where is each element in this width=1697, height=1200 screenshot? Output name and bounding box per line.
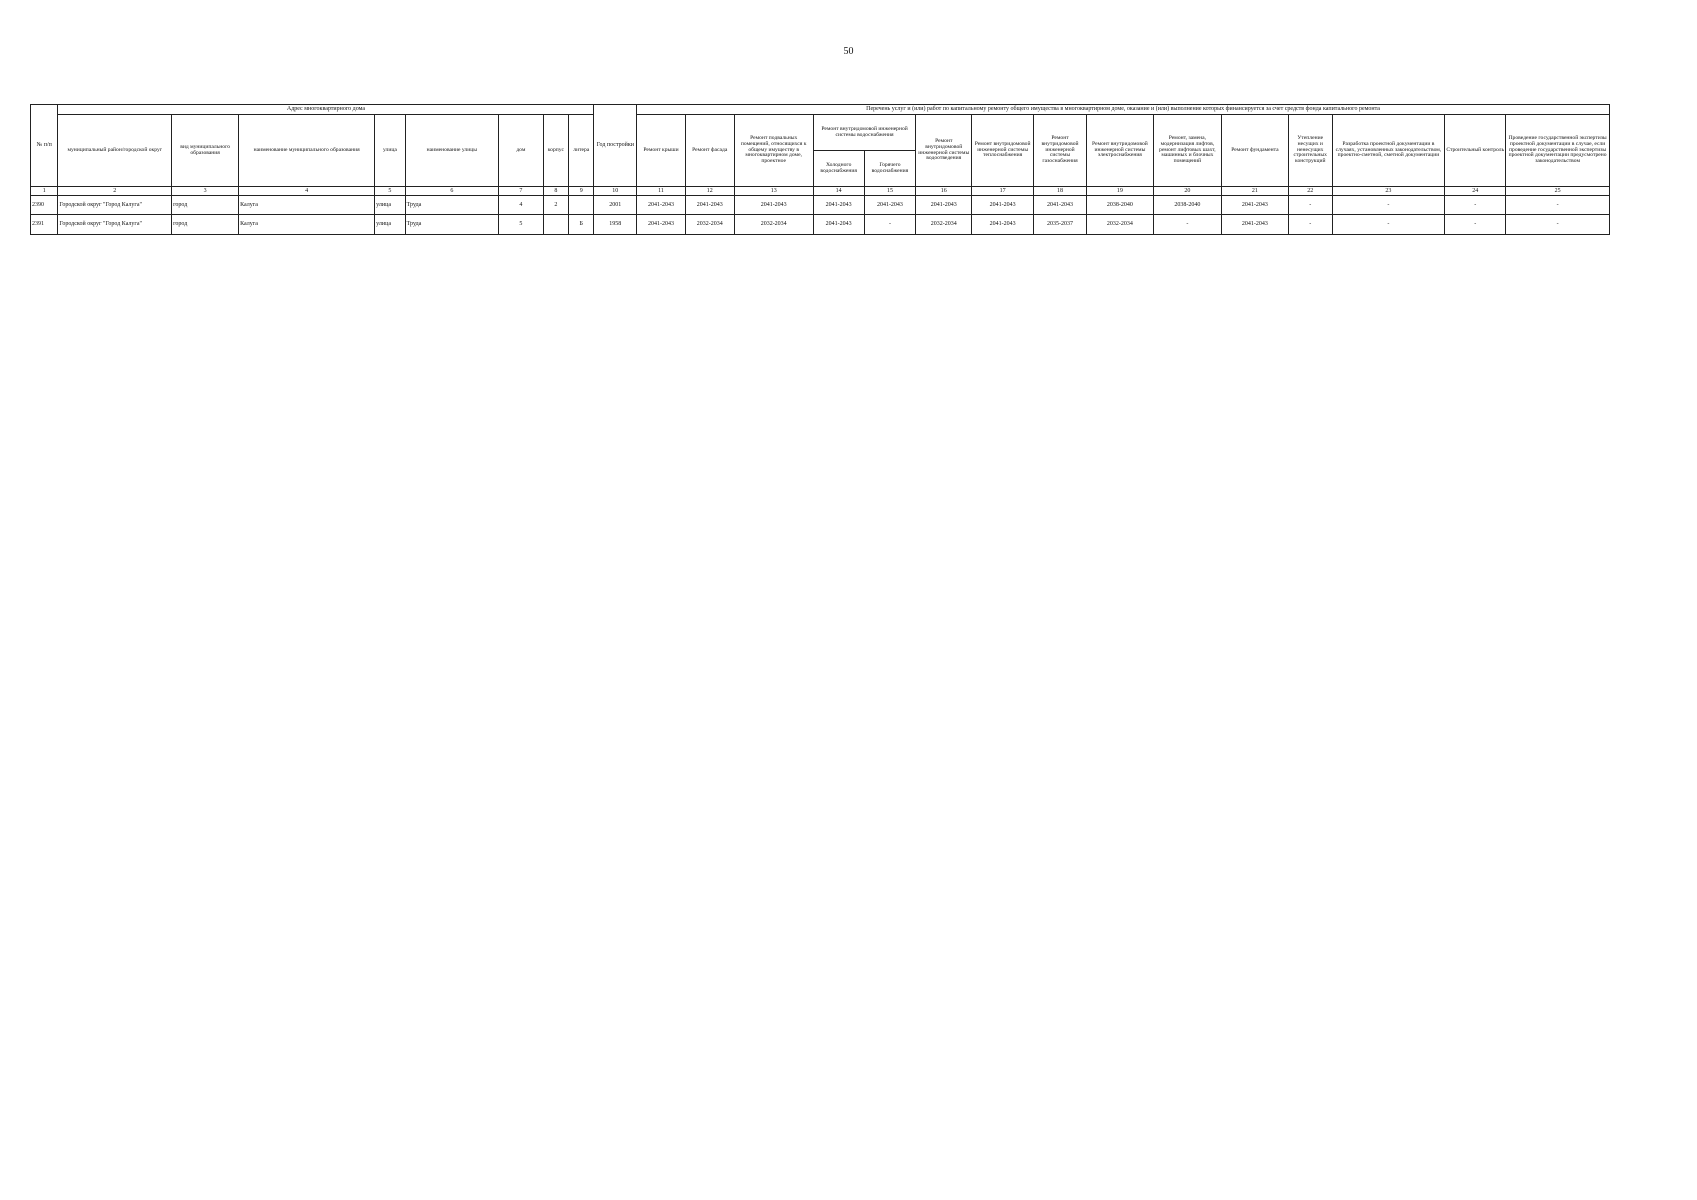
table-cell: - [1445,215,1506,234]
table-cell: 2041-2043 [734,196,813,215]
table-cell: 2041-2043 [1221,196,1288,215]
column-number: 9 [569,187,594,196]
header-building: корпус [543,115,568,187]
table-cell: улица [375,196,405,215]
header-elevator: Ремонт, замена, модернизация лифтов, ремонт лифтовых шахт, машинных и блочных помещений [1153,115,1221,187]
table-cell: - [1506,196,1610,215]
header-foundation: Ремонт фундамента [1221,115,1288,187]
column-number: 14 [813,187,864,196]
column-number: 7 [499,187,544,196]
column-number: 20 [1153,187,1221,196]
header-electric: Ремонт внутридомовой инженерной системы электроснабжения [1086,115,1153,187]
header-water-group: Ремонт внутридомовой инженерной системы водоснабжения [813,115,916,151]
table-cell: 2041-2043 [972,196,1034,215]
table-row [31,215,1610,234]
table-cell: - [1332,215,1445,234]
column-number: 17 [972,187,1034,196]
header-settlement: наименование муниципального образования [239,115,375,187]
table-cell: 2032-2034 [916,215,972,234]
table-cell: 2391 [31,215,58,234]
column-number: 4 [239,187,375,196]
table-cell: - [1332,196,1445,215]
column-number: 15 [864,187,916,196]
column-number: 23 [1332,187,1445,196]
table-cell: 2041-2043 [813,215,864,234]
table-cell: - [1288,196,1332,215]
table-cell: - [1288,215,1332,234]
header-heating: Ремонт внутридомовой инженерной системы теплоснабжения [972,115,1034,187]
table-cell: 5 [499,215,544,234]
table-cell: 2041-2043 [637,196,686,215]
column-number: 11 [637,187,686,196]
table-cell: Труда [405,196,498,215]
table-cell: 2390 [31,196,58,215]
table-row [31,196,1610,215]
table-cell: - [1506,215,1610,234]
table-cell: 2041-2043 [1034,196,1087,215]
column-number: 25 [1506,187,1610,196]
table-cell: Калуга [239,196,375,215]
header-cold-water: Холодного водоснабжения [813,151,864,187]
header-hot-water: Горячего водоснабжения [864,151,916,187]
column-number: 3 [172,187,239,196]
header-insulation: Утепление несущих и ненесущих строительных конструкций [1288,115,1332,187]
table-cell: 2032-2034 [685,215,734,234]
table-cell: Городской округ "Город Калуга" [58,215,172,234]
table-cell: 2041-2043 [916,196,972,215]
header-supervision: Строительный контроль [1445,115,1506,187]
table-cell [543,215,568,234]
table-cell: 2032-2034 [734,215,813,234]
header-year: Год постройки [594,105,637,187]
table-cell: - [1153,215,1221,234]
header-n: № п/п [31,105,58,187]
column-number: 21 [1221,187,1288,196]
table-cell: - [864,215,916,234]
header-district: муниципальный район/городской округ [58,115,172,187]
header-drainage: Ремонт внутридомовой инженерной системы водоотведения [916,115,972,187]
table-cell: 2038-2040 [1153,196,1221,215]
header-works-group: Перечень услуг и (или) работ по капитальному ремонту общего имущества в многоквартирном доме, оказание и (или) выполнение которых финансируется за счет средств фонда капитального ремонта [637,105,1610,115]
table-cell: - [1445,196,1506,215]
column-number: 1 [31,187,58,196]
header-expertise: Проведение государственной экспертизы проектной документации в случае, если проведение государственной экспертизы проектной документации предусмотрено законодательством [1506,115,1610,187]
header-roof: Ремонт крыши [637,115,686,187]
table-cell: 2 [543,196,568,215]
table-cell: 2038-2040 [1086,196,1153,215]
table-cell: 2035-2037 [1034,215,1087,234]
table-cell: город [172,215,239,234]
column-number: 24 [1445,187,1506,196]
table-cell: 2032-2034 [1086,215,1153,234]
column-number: 19 [1086,187,1153,196]
column-number: 12 [685,187,734,196]
column-number: 22 [1288,187,1332,196]
table-cell: 2041-2043 [685,196,734,215]
column-number: 16 [916,187,972,196]
header-street-type: улица [375,115,405,187]
table-cell: Б [569,215,594,234]
header-letter: литера [569,115,594,187]
column-number: 8 [543,187,568,196]
header-facade: Ремонт фасада [685,115,734,187]
column-number: 13 [734,187,813,196]
table-cell: улица [375,215,405,234]
table-cell: город [172,196,239,215]
table-cell: 2041-2043 [637,215,686,234]
column-number: 10 [594,187,637,196]
column-number: 2 [58,187,172,196]
header-gas: Ремонт внутридомовой инженерной системы газоснабжения [1034,115,1087,187]
table-cell: Труда [405,215,498,234]
table-cell [569,196,594,215]
table-cell: 2041-2043 [972,215,1034,234]
table-cell: 2041-2043 [864,196,916,215]
table-cell: 4 [499,196,544,215]
column-number: 18 [1034,187,1087,196]
table-cell: Городской округ "Город Калуга" [58,196,172,215]
column-number: 6 [405,187,498,196]
header-address-group: Адрес многоквартирного дома [58,105,594,115]
table-cell: 2041-2043 [813,196,864,215]
header-house: дом [499,115,544,187]
capital-repair-table [30,104,1610,235]
page-number: 50 [843,46,854,57]
header-basement: Ремонт подвальных помещений, относящихся к общему имуществу в многоквартирном доме, проектное [734,115,813,187]
table-cell: Калуга [239,215,375,234]
column-number: 5 [375,187,405,196]
header-settlement-type: вид муниципального образования [172,115,239,187]
table-cell: 2001 [594,196,637,215]
table-cell: 2041-2043 [1221,215,1288,234]
table-cell: 1958 [594,215,637,234]
header-street-name: наименование улицы [405,115,498,187]
header-design: Разработка проектной документации в случаях, установленных законодательством, проектно-сметной, сметной документации [1332,115,1445,187]
